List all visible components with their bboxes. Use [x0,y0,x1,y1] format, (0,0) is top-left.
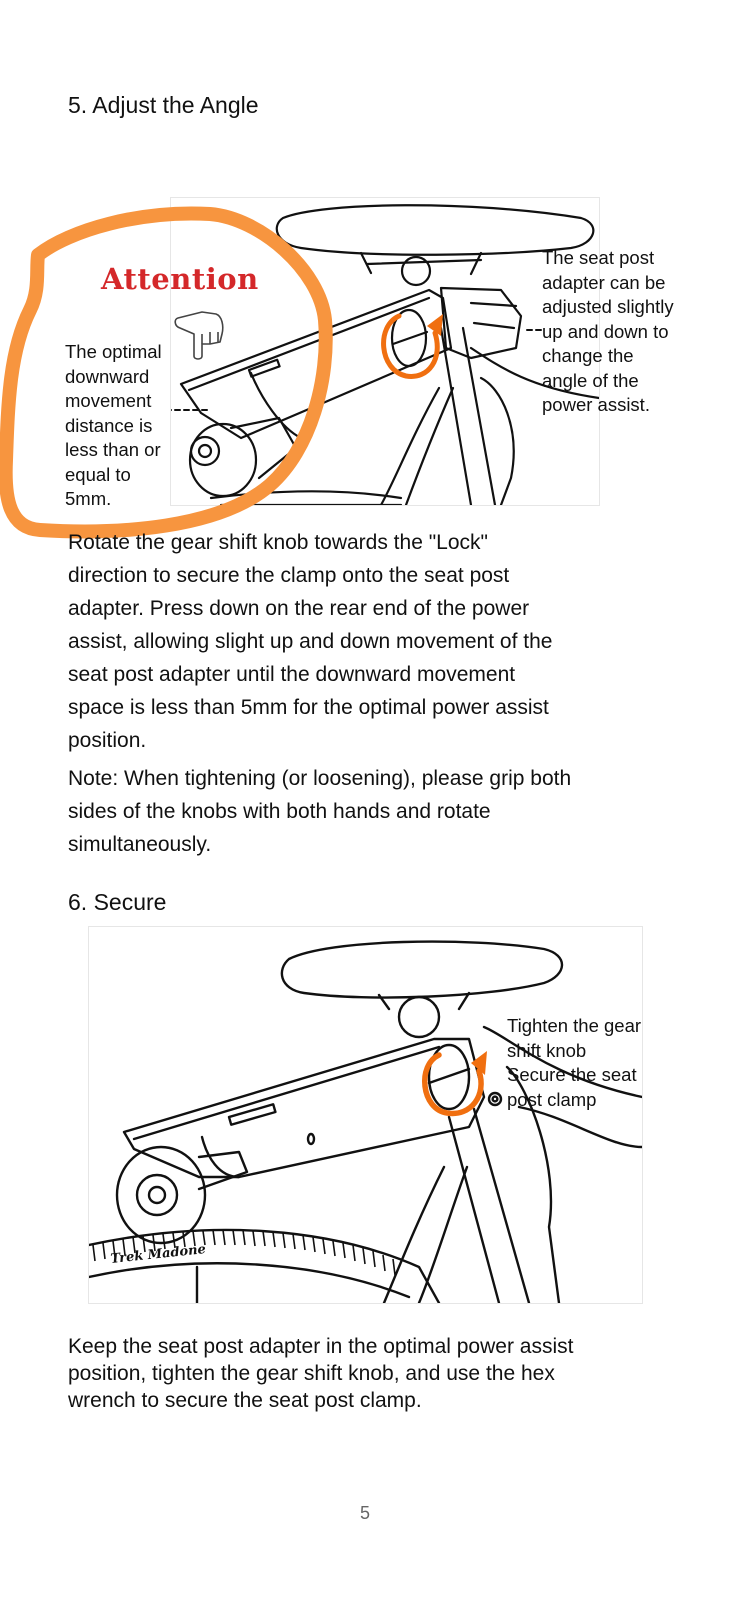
figure-secure [88,926,643,1304]
saddle [282,942,562,998]
body-line: space is less than 5mm for the optimal power assist [68,696,549,719]
note-line: adapter can be [542,271,666,293]
note-line: movement [65,390,152,411]
bike-illustration-secure [89,927,642,1303]
attention-label: Attention [101,262,259,296]
note-line: simultaneously. [68,833,212,856]
note-line: equal to [65,463,131,485]
adjust-instructions [68,526,552,757]
tire-brand-text: Trek Madone [109,1242,207,1267]
label-line: Secure the seat [507,1064,637,1085]
note-line: power assist. [542,394,650,415]
note-line: less than or [65,439,161,460]
secure-label [507,1014,641,1112]
body-line: assist, allowing slight up and down movement of the [68,630,553,653]
body-line: position, tighten the gear shift knob, and use the hex [68,1362,555,1385]
note-line: The seat post [542,247,655,268]
body-line: wrench to secure the seat post clamp. [68,1389,422,1412]
body-line: seat post adapter until the downward movement [68,663,516,686]
note-line: sides of the knobs with both hands and rotate [68,800,491,823]
tightening-note [68,762,571,861]
note-line: angle of the [542,369,639,391]
body-line: position. [68,729,147,752]
note-line: distance is [65,414,153,436]
body-line: adapter. Press down on the rear end of the power [68,597,530,620]
secure-instructions [68,1333,573,1414]
body-line: direction to secure the clamp onto the seat post [68,564,510,587]
note-line: downward [65,365,150,387]
pointing-hand-icon [172,304,226,360]
body-line: Keep the seat post adapter in the optimal power assist [68,1335,574,1358]
note-line: The optimal [65,341,162,362]
adapter-adjust-note [542,246,674,418]
note-line: Note: When tightening (or loosening), please grip both [68,767,572,790]
label-line: Tighten the gear [507,1015,642,1036]
note-line: 5mm. [65,488,112,509]
note-line: adjusted slightly [542,296,674,317]
orange-annotation-circle [0,200,340,545]
section-5-heading: 5. Adjust the Angle [68,92,259,118]
page-number: 5 [360,1503,371,1523]
note-line: up and down to [542,320,669,342]
body-line: Rotate the gear shift knob towards the "Lock" [68,531,488,554]
label-line: post clamp [507,1088,597,1110]
optimal-distance-note [65,340,162,512]
label-line: shift knob [507,1039,587,1061]
section-6-heading: 6. Secure [68,889,167,915]
note-line: change the [542,345,634,366]
